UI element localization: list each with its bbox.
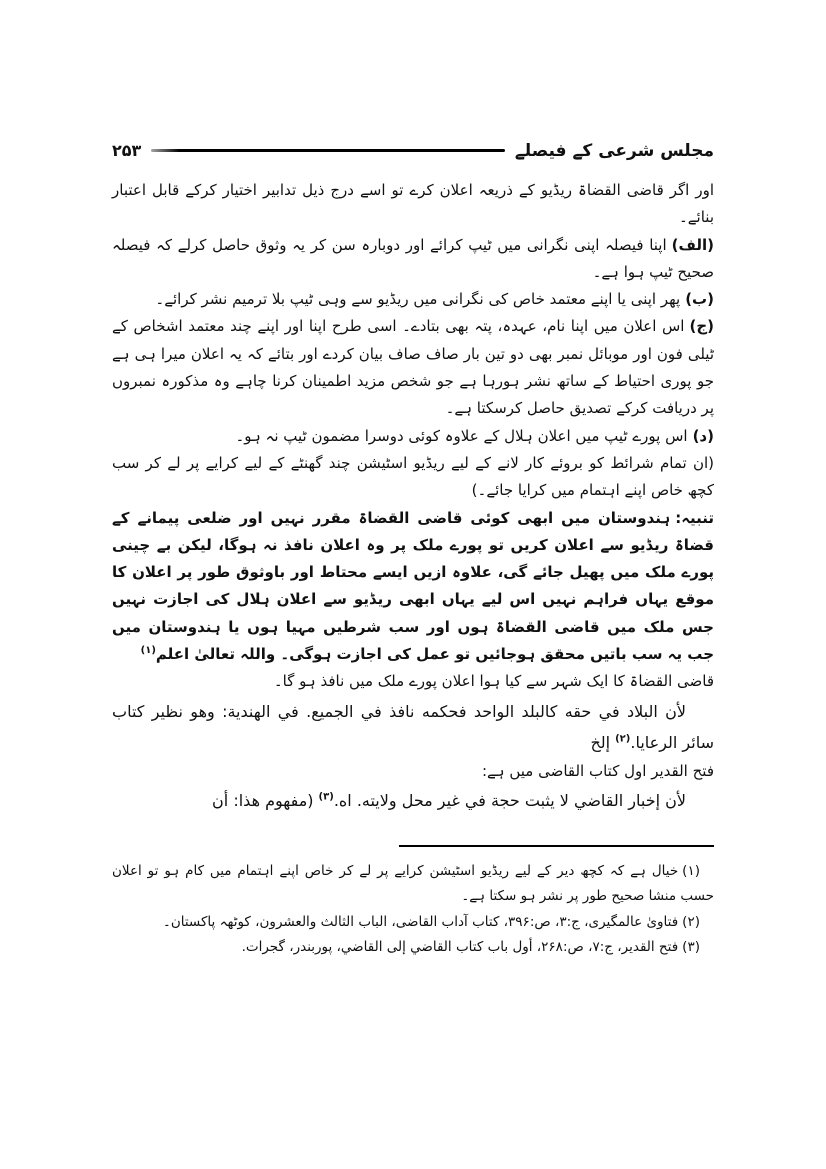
arabic-quote-2: [112, 785, 714, 816]
header-rule: [151, 149, 505, 152]
arabic-quote-1-tail: إلخ: [590, 732, 611, 752]
footnote-separator: [399, 845, 714, 847]
footnote-ref-2: (۲): [615, 733, 631, 745]
item-alif-label: (الف): [671, 235, 714, 254]
footnote-3-marker: (۳): [682, 939, 700, 956]
item-ba-label: (ب): [685, 290, 714, 309]
item-dal-label: (د): [692, 426, 714, 445]
book-title: مجلس شرعی کے فیصلے: [514, 141, 714, 161]
intro-text: اور اگر قاضی القضاۃ ریڈیو کے ذریعہ اعلان کرے تو اسے درج ذیل تدابیر اختیار کرکے قابل اعتبار بنائے۔: [112, 181, 714, 227]
footnote-2-text: فتاویٰ عالمگیری، ج:۳، ص:۳۹۶، کتاب آداب القاضی، الباب الثالث والعشرون، کوٹھہ پاکستان۔: [162, 913, 679, 930]
tanbih-label: تنبیہ:: [675, 508, 714, 527]
fath-intro-text: فتح القدیر اول کتاب القاضی میں ہے:: [481, 762, 714, 781]
parenthetical-note-text: (ان تمام شرائط کو بروئے کار لانے کے لیے ریڈیو اسٹیشن چند گھنٹے کے لیے کرایے پر لے کر سب کچھ خاص اپنے اہتمام میں کرایا جائے۔): [112, 453, 714, 500]
item-jim-label: (ج): [689, 317, 714, 336]
footnote-ref-1: (۱): [140, 645, 156, 657]
footnote-2-marker: (۲): [682, 913, 700, 930]
parenthetical-note: [112, 450, 714, 505]
list-item-jim: [112, 313, 714, 422]
item-alif-text: اپنا فیصلہ اپنی نگرانی میں ٹیپ کرائے اور دوبارہ سن کر یہ وثوق حاصل کرلے کہ فیصلہ صحیح ٹیپ ہوا ہے۔: [112, 235, 714, 281]
item-jim-text: اس اعلان میں اپنا نام، عہدہ، پتہ بھی بتادے۔ اسی طرح اپنا اور اپنے چند معتمد اشخاص کے ٹیلی فون اور موبائل نمبر بھی دو تین بار صاف صاف بیان کردے اور بتائے کہ یہ اعلان میرا ہی ہے جو پوری احتیاط کے ساتھ نشر ہورہا ہے جو شخص مزید اطمینان کرنا چاہے وہ مذکورہ نمبروں پر دریافت کرکے تصدیق حاصل کرسکتا ہے۔: [112, 317, 714, 418]
list-item-alif: [112, 232, 714, 287]
arabic-quote-1-text: لأن البلاد في حقه كالبلد الواحد فحكمه نافذ في الجميع. في الهندية: وهو نظير كتاب سائر الرعايا.: [112, 701, 714, 752]
footnote-1-marker: (۱): [682, 862, 700, 879]
footnote-1: [112, 859, 714, 910]
footnote-1-text: خیال ہے کہ کچھ دیر کے لیے ریڈیو اسٹیشن کرایے پر لے کر خاص اپنے اہتمام میں کام ہو تو اعلان حسب منشا صحیح طور پر نشر ہو سکتا ہے۔: [112, 862, 714, 905]
item-ba-text: پھر اپنی یا اپنے معتمد خاص کی نگرانی میں ریڈیو سے وہی ٹیپ بلا ترمیم نشر کرائے۔: [155, 290, 681, 309]
list-item-ba: [112, 286, 714, 313]
list-item-dal: [112, 423, 714, 450]
arabic-quote-2-tail: (مفهوم هذا: أن: [212, 791, 314, 811]
page-body: [112, 177, 714, 817]
arabic-quote-1: [112, 696, 714, 758]
fath-intro-paragraph: [112, 758, 714, 785]
page-header: [112, 140, 714, 161]
after-tanbih-text: قاضی القضاۃ کا ایک شہر سے کیا ہوا اعلان پورے ملک میں نافذ ہو گا۔: [273, 672, 714, 691]
footnote-ref-3: (۳): [318, 791, 334, 803]
page-number: ۲۵۳: [112, 141, 142, 160]
footnote-3: [112, 935, 714, 961]
item-dal-text: اس پورے ٹیپ میں اعلان ہلال کے علاوہ کوئی دوسرا مضمون ٹیپ نہ ہو۔: [235, 426, 688, 445]
tanbih-text: ہندوستان میں ابھی کوئی قاضی القضاۃ مقرر نہیں اور ضلعی پیمانے کے قضاۃ ریڈیو سے اعلان کریں تو پورے ملک پر وہ اعلان نافذ نہ ہوگا، لیکن بے چینی پورے ملک میں پھیل جائے گی، علاوہ ازیں ایسے محتاط اور باوثوق طور پر اعلان کا موقع یہاں فراہم نہیں اس لیے یہاں ابھی ریڈیو سے اعلان ہلال کی اجازت نہیں جس ملک میں قاضی القضاۃ ہوں اور سب شرطیں مہیا ہوں یا ہندوستان میں جب یہ سب باتیں محقق ہوجائیں تو عمل کی اجازت ہوگی۔ واللہ تعالیٰ اعلم: [112, 508, 714, 664]
footnote-2: [112, 910, 714, 936]
tanbih-paragraph: [112, 505, 714, 669]
after-tanbih-paragraph: [112, 668, 714, 695]
footnotes-section: [112, 845, 714, 962]
intro-paragraph: [112, 177, 714, 232]
arabic-quote-2-text: لأن إخبار القاضي لا يثبت حجة في غير محل ولايته. اه.: [333, 791, 686, 811]
footnote-3-text: فتح القدیر، ج:۷، ص:۲۶۸، أول باب کتاب القاضي إلی القاضي، پوربندر، گجرات.: [241, 939, 679, 956]
